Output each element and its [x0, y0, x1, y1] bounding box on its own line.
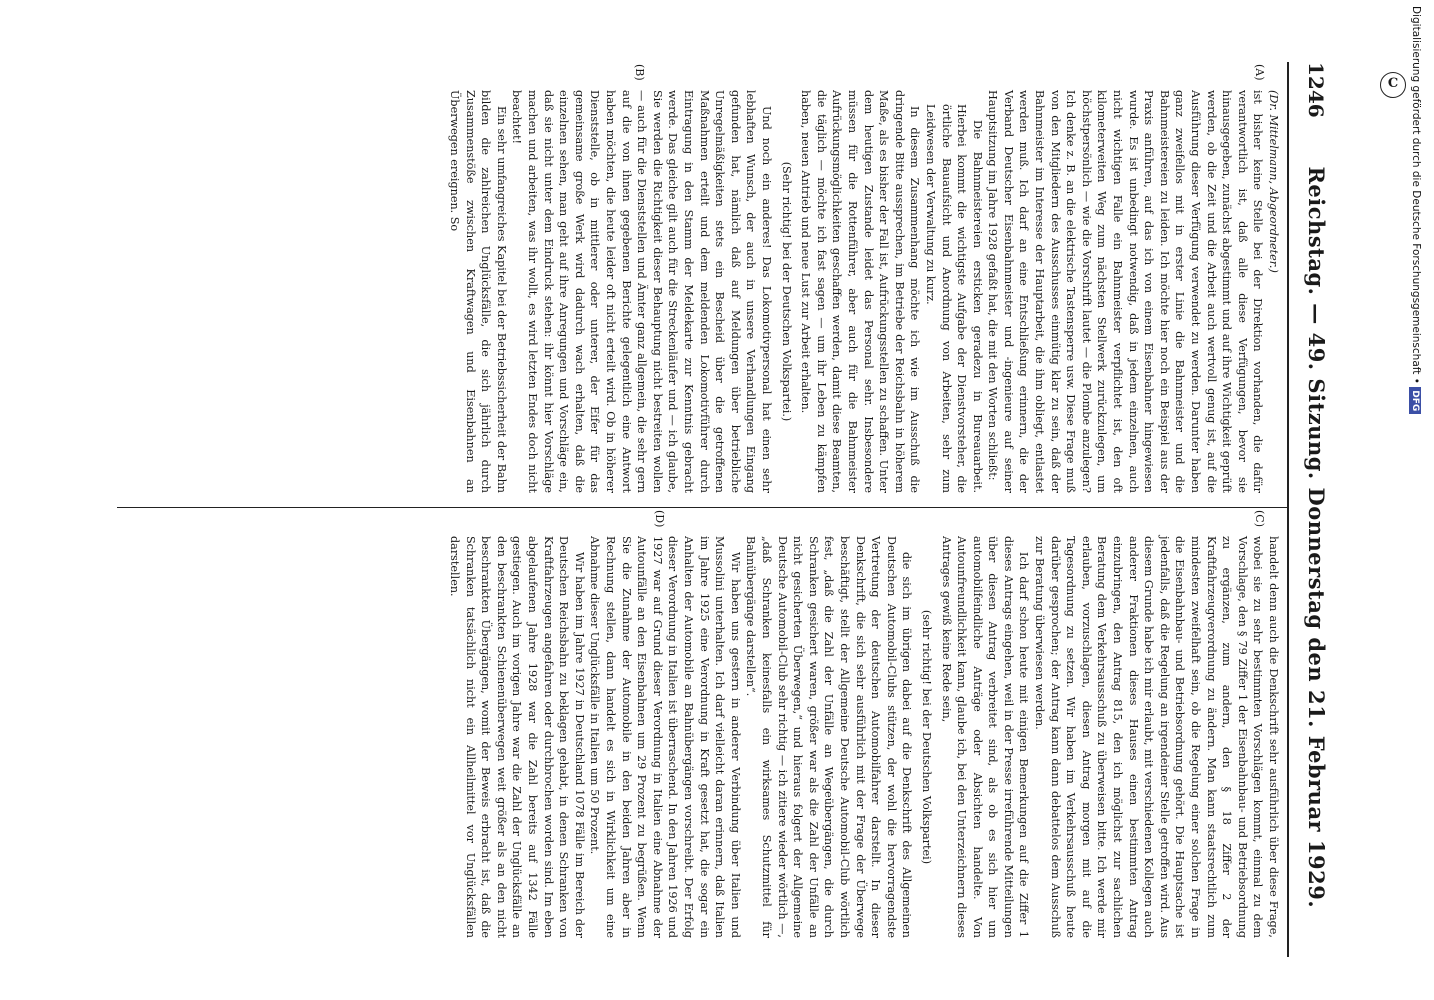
right-paragraph: die sich im übrigen dabei auf die Denkschrift des Allgemeinen Deutschen Automobil-Clubs stützen, der wohl die hervorragendste Vertretung der deutschen Automobilfahrer darstellt. In dieser Denkschrift, die sich sehr ausführlich mit der Frage der Überwege beschäftigt, stellt der Allgemeine Deutsche Automobil-Club wörtlich fest, „daß die Zahl der Unfälle an Wegeübergängen, die durch Schranken gesichert waren, größer war als die Zahl der Unfälle an nicht gesicherten Überwegen,“ und hieraus folgert der Allgemeine Deutsche Automobil-Club sehr richtig — ich zitiere wieder wörtlich —, „daß Schranken keinesfalls ein wirksames Schutzmittel für Bahnübergänge darstellen“.	[744, 536, 914, 938]
text-columns	[117, 62, 1287, 957]
margin-marker-c: (C)	[1253, 510, 1266, 527]
applause-note: (Sehr richtig! bei der Deutschen Volkspartei.)	[779, 161, 793, 422]
rotated-page-content	[92, 40, 1337, 975]
left-quote: Die Bahnmeistereien ersticken geradezu in Bureauarbeit. Hierbei kommt die wichtigste Aufgabe der Dienstvorsteher, die örtliche Bauaufsicht und Anordnung von Arbeiten, sehr zum Leidwesen der Verwaltung zu kurz.	[923, 104, 984, 493]
right-paragraph: Wir haben uns gestern in anderer Verbindung über Italien und Mussolini unterhalten. Ich darf vielleicht daran erinnern, daß Italien im Jahre 1925 eine Verordnung in Kraft gesetzt hat, die sogar ein Anhalten der Automobile an Bahnübergängen vorschreibt. Der Erfolg dieser Verordnung in Italien ist überraschend. In den Jahren 1926 und 1927 war auf Grund dieser Verordnung in Italien eine Abnahme der Autounfälle an den Eisenbahnen um 29 Prozent zu begrüßen. Wenn Sie die Zunahme der Automobile in den beiden Jahren aber in Rechnung stellen, dann handelt es sich in Wirklichkeit um eine Abnahme dieser Unglücksfälle in Italien um 50 Prozent.	[588, 536, 742, 938]
left-paragraph: Ein sehr umfangreiches Kapitel bei der Betriebssicherheit der Bahn bilden die zahlreichen Unglücksfälle, die sich jährlich durch Zusammenstöße zwischen Kraftwagen und Eisenbahnen an Überwegen ereignen. So	[448, 90, 508, 493]
page-header	[1287, 62, 1329, 957]
right-column	[117, 507, 1287, 952]
speaker-label: (Dr. Mittelmann, Abgeordneter.)	[1267, 90, 1280, 273]
left-paragraph: Und noch ein anderes! Das Lokomotivpersonal hat einen sehr lebhaften Wunsch, der auch in unsere Verhandlungen Eingang gefunden hat, nämlich daß auf Meldungen über betriebliche Unregelmäßigkeiten stets ein Bescheid über die getroffenen Maßnahmen erteilt und dem meldenden Lokomotivführer durch Eintragung in den Stamm der Meldekarte zur Kenntnis gebracht werde. Das gleiche gilt auch für die Streckenläufer und — ich glaube, Sie werden die Richtigkeit dieser Behauptung nicht bestreiten wollen — auch für die Dienststellen und Ämter ganz allgemein, die sehr gern auf die von ihnen gegebenen Berichte gelegentlich eine Antwort haben möchten, die heute leider oft nicht erteilt wird. Ob in höherer Dienststelle, ob in mittlerer oder unterer, der Eifer für das gemeinsame große Werk wird dadurch wach erhalten, daß die einzelnen sehen, man geht auf ihre Anregungen und Vorschläge ein, daß sie nicht unter dem Eindruck stehen: ihr könnt hier Vorschläge machen und arbeiten, was ihr wollt, es wird letzten Endes doch nicht beachtet!	[510, 90, 773, 493]
funding-note	[1402, 6, 1430, 666]
margin-marker-b: (B)	[633, 64, 646, 81]
page-number: 1246	[1304, 62, 1328, 118]
right-paragraph: Ich darf schon heute mit einigen Bemerkungen auf die Ziffer 1 dieses Antrags eingehen, weil in der Presse irreführende Mitteilungen über diesen Antrag verbreitet sind, als ob es sich hier um automobilfeindliche Anträge oder Absichten handelte. Von Autounfreundlichkeit kann, glaube ich, bei den Unterzeichnern dieses Antrages gewiß keine Rede sein,	[939, 536, 1031, 938]
left-paragraph: ist bisher keine Stelle bei der Direktion vorhanden, die dafür verantwortlich ist, daß alle diese Verfügungen, bevor sie hinausgegeben, zunächst abgestimmt und auf ihre Wichtigkeit geprüft werden, ob die Zeit und die Arbeit auch wertvoll genug ist, auf die Ausführung dieser Verfügung verwendet zu werden. Darunter haben ganz zweifellos mit in erster Linie die Bahnmeister und die Bahnmeistereien zu leiden. Ich möchte hier noch ein Beispiel aus der Praxis anführen, auf das ich von einem Eisenbahner hingewiesen wurde. Es ist unbedingt notwendig, daß in jedem einzelnen, auch nicht wichtigen Falle ein Bahnmeister verpflichtet ist, den oft kilometerweiten Weg zum nächsten Stellwerk zurückzulegen, um höchstpersönlich — wie die Vorschrift lautet — die Plombe anzulegen? Ich denke z. B. an die elektrische Tastensperre usw. Diese Frage muß von den Mitgliedern des Ausschusses einmütig klar zu sein, daß der Bahnmeister im Interesse der Hauptarbeit, die ihm obliegt, entlastet werden muß. Ich darf an eine Entschließung erinnern, die der Verband Deutscher Eisenbahnmeister und -ingenieure auf seiner Hauptsitzung im Jahre 1928 gefaßt hat, die mit den Worten schließt:	[986, 90, 1265, 493]
scan-mark-icon: C	[1380, 72, 1406, 98]
right-paragraph: handelt denn auch die Denkschrift sehr ausführlich über diese Frage, wobei sie zu sehr bestimmten Vorschlägen kommt, einmal zu dem Vorschlage, den § 79 Ziffer 1 der Eisenbahnbau- und Betriebsordnung zu ergänzen, zum andern, den § 18 Ziffer 2 der Kraftfahrzeugverordnung zu ändern. Man kann staatsrechtlich zum mindesten zweifelhaft sein, ob die Regelung einer solchen Frage in die Eisenbahnbau- und Betriebsordnung gehört. Die Hauptsache ist jedenfalls, daß die Regelung an irgendeiner Stelle getroffen wird. Aus diesem Grunde habe ich mir erlaubt, mit verschiedenen Kollegen auch anderer Fraktionen dieses Hauses einen bestimmten Antrag einzubringen, den Antrag 815, den ich möglichst zur sachlichen Beratung dem Verkehrsausschuß zu überweisen bitte. Ich werde mir erlauben, vorzuschlagen, diesen Antrag morgen mit auf die Tagesordnung zu setzen. Wir haben im Verkehrsausschuß heute darüber gesprochen; der Antrag kann dann debattelos dem Ausschuß zur Beratung überwiesen werden.	[1033, 536, 1280, 938]
applause-note: (sehr richtig! bei der Deutschen Volkspartei)	[919, 609, 933, 865]
dfg-logo-icon: DFG	[1409, 387, 1421, 414]
funding-label: Digitalisierung gefördert durch die Deutsche Forschungsgemeinschaft •	[1410, 6, 1422, 388]
left-paragraph: In diesem Zusammenhang möchte ich wie im Ausschuß die dringende Bitte aussprechen, im Betriebe der Reichsbahn in höherem Maße, als es bisher der Fall ist, Aufrückungsstellen zu schaffen. Unter dem heutigen Zustande leidet das Personal sehr. Insbesondere müssen für die Rottenführer, aber auch für die Bahnmeister Aufrückungsmöglichkeiten geschaffen werden, damit diese Beamten, die täglich — möchte ich fast sagen — um ihr Leben zu kämpfen haben, neuen Antrieb und neue Lust zur Arbeit erhalten.	[799, 90, 922, 493]
session-title: Reichstag. — 49. Sitzung. Donnerstag den 21. Februar 1929.	[1304, 166, 1329, 909]
margin-marker-a: (A)	[1253, 64, 1266, 81]
funding-text	[1402, 6, 1430, 666]
left-column	[117, 62, 1287, 507]
margin-marker-d: (D)	[653, 510, 666, 528]
right-paragraph: Wir haben im Jahre 1927 in Deutschland 1078 Fälle im Bereich der Deutschen Reichsbahn zu beklagen gehabt, in denen Schranken von Kraftfahrzeugen angefahren oder durchbrochen worden sind. Im eben abgelaufenen Jahre 1928 war die Zahl bereits auf 1342 Fälle gestiegen. Auch im vorigen Jahre war die Zahl der Unglücksfälle an den beschrankten Schienenüberwegen weit größer als an den nicht beschrankten Übergängen, womit der Beweis erbracht ist, daß die Schranken tatsächlich nicht ein Allheilmittel vor Unglücksfällen darstellen.	[448, 536, 586, 938]
